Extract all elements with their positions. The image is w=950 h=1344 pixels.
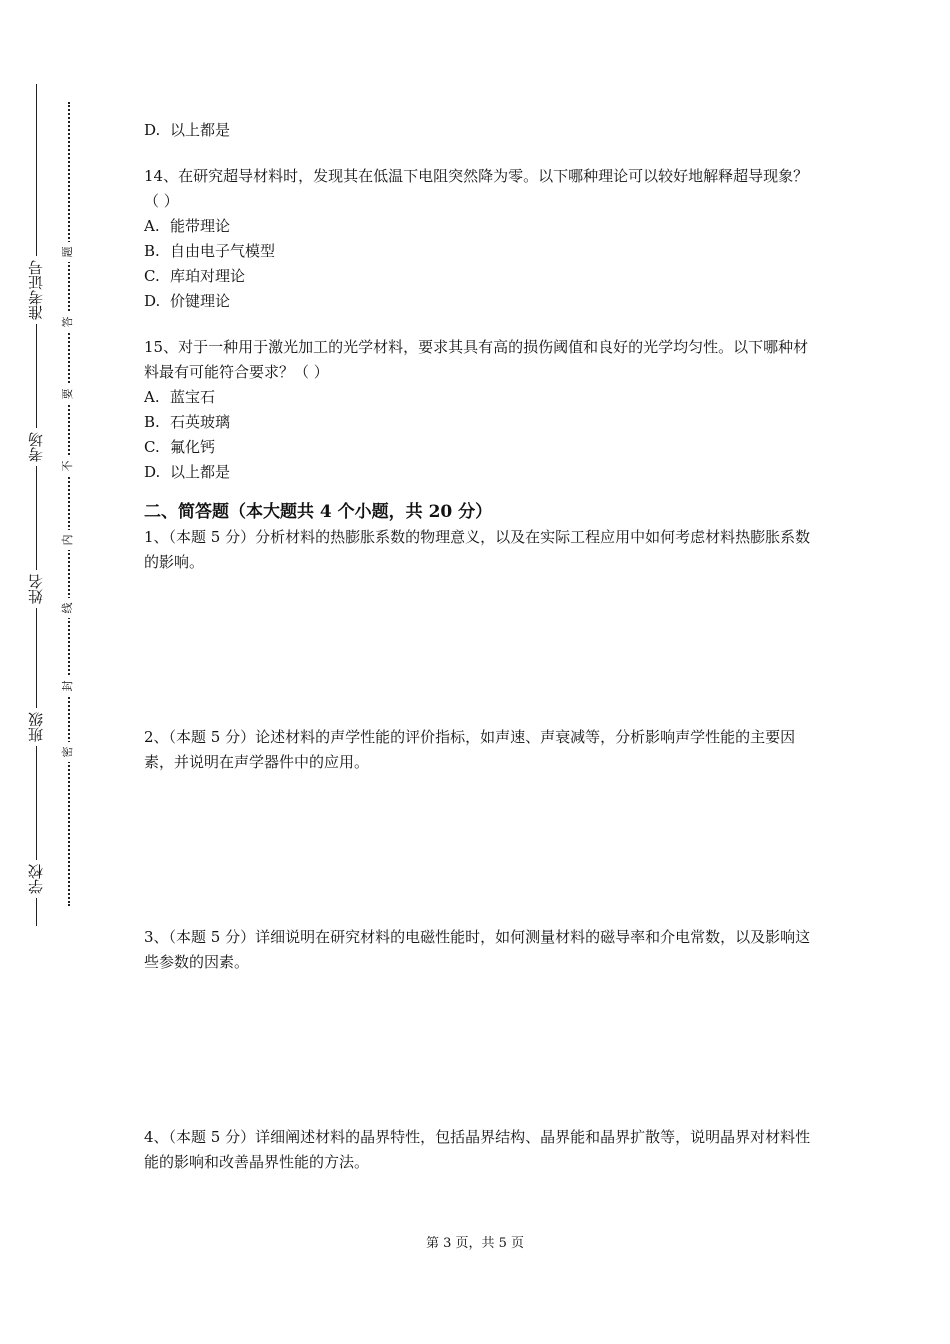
option-label: A. <box>144 217 160 235</box>
option-label: B. <box>144 242 160 260</box>
q14-stem: 14、在研究超导材料时，发现其在低温下电阻突然降为零。以下哪种理论可以较好地解释超导现象？（ ） <box>144 167 809 210</box>
seal-char: 内 <box>60 530 76 550</box>
option-text: 能带理论 <box>170 217 231 235</box>
option-text: 以上都是 <box>170 463 231 481</box>
option-label: D. <box>144 121 161 139</box>
option-text: 价键理论 <box>170 292 231 310</box>
q14-option-b <box>144 239 812 264</box>
seal-char: 密 <box>60 742 76 762</box>
binding-dotted-line <box>68 102 70 906</box>
name-field-label: 姓名 <box>23 570 49 608</box>
section-title: 二、简答题（本大题共 4 个小题，共 20 分） <box>144 502 493 522</box>
seal-char: 要 <box>60 384 76 404</box>
option-label: A. <box>144 388 160 406</box>
seal-char: 不 <box>60 456 76 476</box>
seal-char: 答 <box>60 312 76 332</box>
q15-option-b <box>144 410 812 435</box>
option-text: 蓝宝石 <box>170 388 216 406</box>
option-text: 自由电子气模型 <box>170 242 276 260</box>
class-field-label: 班级 <box>23 708 49 746</box>
admission-number-field-label: 准考证号 <box>23 256 49 324</box>
seal-char: 线 <box>60 598 76 618</box>
option-text: 库珀对理论 <box>170 267 246 285</box>
page-footer: 第 3 页，共 5 页 <box>425 1236 525 1251</box>
short-answer-question-2: 2、（本题 5 分）论述材料的声学性能的评价指标，如声速、声衰减等，分析影响声学性能的主要因素，并说明在声学器件中的应用。 <box>144 728 796 771</box>
q15-option-a <box>144 385 812 410</box>
option-text: 氟化钙 <box>170 438 216 456</box>
option-text: 石英玻璃 <box>170 413 231 431</box>
option-text: 以上都是 <box>170 121 231 139</box>
short-answer-question-4: 4、（本题 5 分）详细阐述材料的晶界特性，包括晶界结构、晶界能和晶界扩散等，说明晶界对材料性能的影响和改善晶界性能的方法。 <box>144 1128 811 1171</box>
short-answer-question-3: 3、（本题 5 分）详细说明在研究材料的电磁性能时，如何测量材料的磁导率和介电常数，以及影响这些参数的因素。 <box>144 928 811 971</box>
q14-option-d <box>144 289 812 314</box>
q14-option-c <box>144 264 812 289</box>
exam-room-field-label: 考场 <box>23 428 49 466</box>
binding-solid-line <box>36 84 37 926</box>
q13-option-d <box>144 118 812 143</box>
seal-char: 题 <box>60 242 76 262</box>
q14-option-a <box>144 214 812 239</box>
seal-char: 封 <box>60 676 76 696</box>
option-label: C. <box>144 438 160 456</box>
option-label: D. <box>144 463 161 481</box>
q15-option-c <box>144 435 812 460</box>
option-label: D. <box>144 292 161 310</box>
q15-stem: 15、对于一种用于激光加工的光学材料，要求其具有高的损伤阈值和良好的光学均匀性。以下哪种材料最有可能符合要求？（ ） <box>144 338 809 381</box>
q15-option-d <box>144 460 812 485</box>
option-label: B. <box>144 413 160 431</box>
school-field-label: 学校 <box>23 860 49 898</box>
short-answer-question-1: 1、（本题 5 分）分析材料的热膨胀系数的物理意义，以及在实际工程应用中如何考虑材料热膨胀系数的影响。 <box>144 528 811 571</box>
option-label: C. <box>144 267 160 285</box>
exam-content <box>144 118 812 1175</box>
